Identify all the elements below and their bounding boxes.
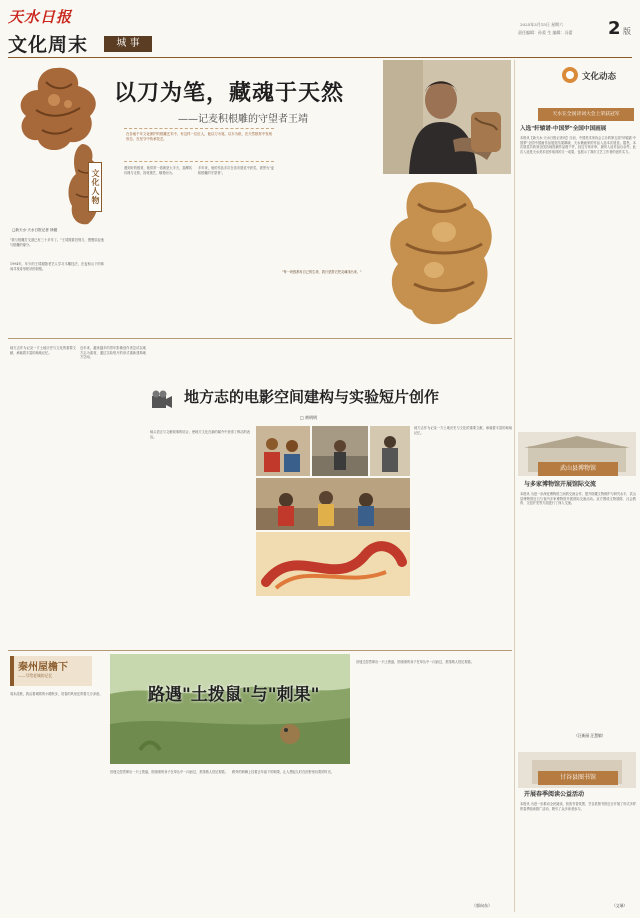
column-paragraph-3: 路旁的荆棘上挂着去年留下的刺果，让人想起儿时在田野里玩耍的时光。 [232, 770, 334, 774]
lead-title: 以刀为笔，藏魂于天然 [114, 81, 345, 106]
film-byline: □ 黄明明 [300, 415, 318, 420]
page-number: 2 [608, 18, 621, 39]
film-projector-icon [150, 390, 174, 412]
masthead-rule [8, 57, 632, 58]
page-label: 版 [623, 27, 631, 36]
lead-byline: □新天水·天水日报记者 徐健 [12, 228, 58, 232]
editor-line: 责任编辑：孙爱 生 编辑：冯蕾 [518, 30, 573, 35]
news-kicker-3: 甘谷县图书馆 [538, 771, 618, 785]
column-name: 秦州屋檐下 [18, 662, 68, 673]
sidebar-header-icon [560, 66, 580, 84]
film-still-dragon [256, 532, 410, 596]
sidebar-divider [514, 60, 515, 912]
issue-date: 2025年3月15日 星期六 [520, 22, 564, 27]
film-section-rule [8, 338, 512, 339]
film-paragraph-3: 镜头语言与文献叙事的结合，使地方文化在新的媒介中获得了鲜活的表达。 [150, 430, 250, 439]
news-credit-2: （汪新丽 汪慧敏） [574, 733, 606, 738]
news-credit-3: （文瑞） [612, 903, 628, 908]
news-title-3: 开展春季阅读公益活动 [524, 791, 585, 798]
news-body-2: 本报讯 为进一步深化博物馆之间的交流合作，提升馆藏文物保护与研究水平，武山县博物馆近日与省内多家博物馆开展馆际交流活动。双方围绕文物展陈、社会教育、文创开发等方面进行了深入交流。 [520, 492, 636, 506]
film-paragraph-1: 地方志作为记录一方土地历史与文化的重要文献，承载着丰富的地域记忆。 [10, 346, 76, 355]
news-body-3: 本报讯 为进一步推动全民阅读，营造书香氛围，甘谷县图书馆近日开展了形式多样的春季阅读推广活动，吸引了众多读者参与。 [520, 802, 636, 811]
newspaper-logo: 天水日报 [8, 8, 73, 26]
column-title: 路遇"土拨鼠"与"刺果" [148, 685, 320, 705]
column-paragraph-1: 周末清晨，我沿着城郊的小路散步，初春的风里还带着几分凉意。 [10, 692, 103, 696]
root-sculpture-photo [378, 174, 510, 334]
film-still-children [256, 426, 310, 476]
section-title: 文化周末 [8, 34, 89, 56]
category-figure [60, 140, 112, 230]
lead-paragraph-2: 1994年，年少的王靖跟随老艺人学习木雕技法，在麦积山下的林间寻找奇形怪状的树根。 [10, 262, 104, 271]
column-paragraph-2: 田埂边忽然窜出一只土拨鼠，圆滚滚的身子在草丛中一闪而过，惹得路人驻足观看。 [110, 770, 228, 774]
column-landscape-photo [110, 654, 350, 764]
film-paragraph-2: 近年来，越来越多的青年影像创作者尝试以地方志为素材，通过实验短片的形式重新建构地方空间。 [80, 346, 146, 360]
lead-subtitle: ——记麦积根雕的守望者王靖 [178, 114, 308, 125]
news-kicker-2: 武山县博物馆 [538, 462, 618, 476]
lead-paragraph-1: "我与根雕打交道已有三十多年了。"王靖握着旧刻刀，慢慢讲起他与根雕的缘分。 [10, 238, 104, 247]
film-still-courtyard [312, 426, 368, 476]
news-title-1: 入选"轩辕谱·中国梦"全国中国画展 [520, 126, 607, 132]
news-body-1: 本报讯【新天水·天水日报记者讯】日前，中国美术家协会主办的第五届"轩辕谱·中国梦"全国中国画作品展览结果揭晓，天水籍画家的作品入选本次展览。据悉，本次展览共收到全国各地投稿作品数千件，经过专家评审，最终入选作品百余件。此次入选是天水美术创作取得的又一成果，也展示了我市文艺工作者的创作实力。 [520, 136, 636, 154]
lead-paragraph-4: 多年来，他的作品多次在省市展览中获奖，被誉为"麦积根雕的守望者"。 [198, 166, 274, 175]
lead-paragraph-3: 遇到好的根材，他常常一看就是大半天，揣摩其纹理与走势，因材施艺，顺势而为。 [124, 166, 192, 175]
column-paragraph-4: 田埂边忽然窜出一只土拨鼠，圆滚滚的身子在草丛中一闪而过，惹得路人驻足观看。 [356, 660, 474, 664]
column-author: （郭向东） [472, 903, 492, 908]
lead-abstract-box [124, 128, 274, 162]
category-tag: 文化人物 [88, 162, 102, 212]
lead-abstract: 在各地千年文化保护的根雕艺术中，有这样一位匠人，他以刀为笔，以木为纸，在天然根材中发现形态，在坚守中传承技艺。 [126, 132, 272, 141]
news-kicker-1: 天水在全国诗词大会上荣获冠军 [538, 108, 634, 121]
lead-quote: "每一块根都有自己的生命，我只是帮它把灵魂找出来。" [282, 270, 362, 274]
artisan-portrait-photo [383, 60, 511, 174]
sidebar-header: 文化动态 [582, 72, 617, 82]
film-still-festival [256, 478, 410, 530]
film-paragraph-continued: 地方志作为记录一方土地历史与文化的重要文献，承载着丰富的地域记忆。 [414, 426, 512, 435]
film-title: 地方志的电影空间建构与实验短片创作 [184, 388, 440, 406]
column-section-rule [8, 650, 512, 651]
subsection-tag: 城 事 [104, 36, 152, 52]
column-tagline: ——写给老城的记忆 [18, 673, 53, 678]
film-still-figure [370, 426, 410, 476]
news-title-2: 与多家博物馆开展馆际交流 [524, 481, 597, 488]
